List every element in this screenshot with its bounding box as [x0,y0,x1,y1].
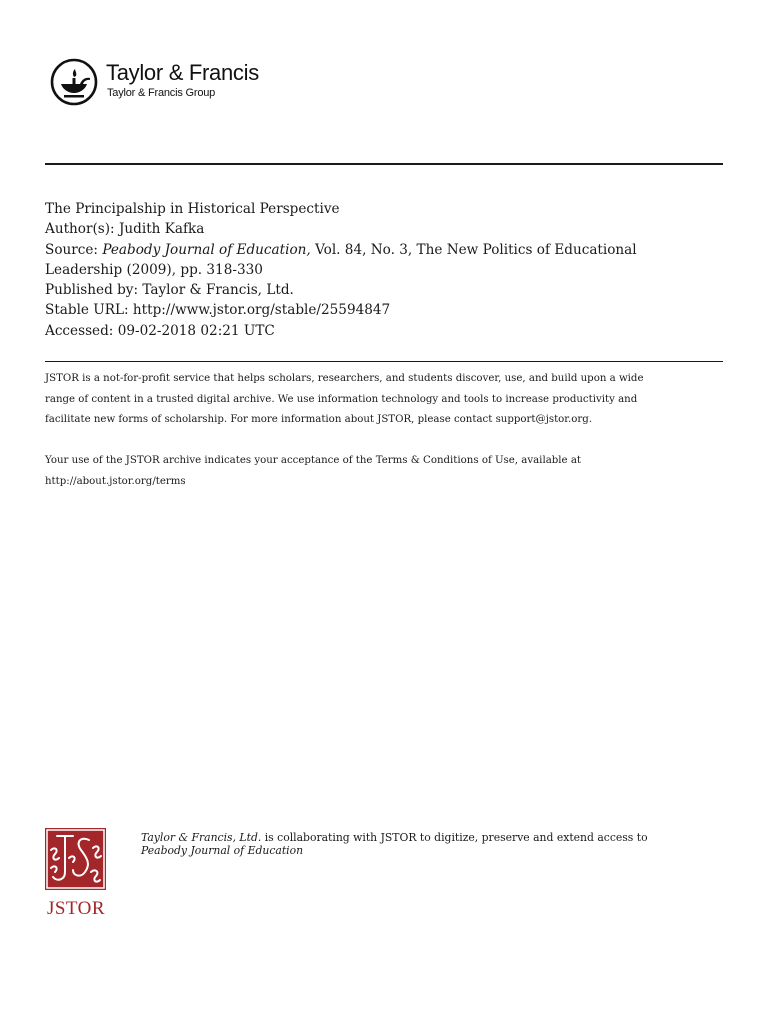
accessed-line [45,321,725,341]
accessed-value: 09-02-2018 02:21 UTC [117,322,275,339]
citation-block [45,199,725,341]
authors-value: Judith Kafka [118,221,205,238]
url-label: Stable URL: [45,302,129,319]
terms-paragraph [45,451,735,492]
publisher-group: Taylor & Francis Group [107,87,216,99]
top-divider [45,163,723,165]
jstor-logo [45,828,107,920]
source-line-2: Leadership (2009), pp. 318-330 [45,261,263,278]
article-title: The Principalship in Historical Perspective [45,201,340,217]
published-label: Published by: [45,282,139,299]
collab-journal: Peabody Journal of Education [141,843,304,857]
collab-partner: Taylor & Francis, Ltd. [141,831,262,844]
url-line [45,300,725,320]
publisher-value: Taylor & Francis, Ltd. [142,282,294,299]
collab-text: is collaborating with JSTOR to digitize, preserve and extend access to [261,831,648,844]
collaboration-note [141,832,741,857]
jstor-emblem-icon [45,828,106,890]
terms-link[interactable]: http://about.jstor.org/terms [45,475,186,487]
accessed-label: Accessed: [45,322,114,339]
stable-url-link[interactable]: http://www.jstor.org/stable/25594847 [132,302,391,319]
journal-name: Peabody Journal of Education, [102,241,311,258]
jstor-wordmark: JSTOR [46,898,106,919]
jstor-info-paragraph [45,369,735,431]
middle-divider [45,361,723,362]
source-details: Vol. 84, No. 3, The New Politics of Educational [315,241,637,258]
collab-line [141,832,741,845]
publisher-name: Taylor & Francis [106,60,259,85]
published-line [45,280,725,300]
authors-label: Author(s): [45,221,115,238]
info-line: range of content in a trusted digital archive. We use information technology and tools to increase productivity and [45,393,638,405]
source-line [45,240,725,260]
terms-line: Your use of the JSTOR archive indicates your acceptance of the Terms & Conditions of Use, available at [45,455,581,466]
lamp-icon [50,57,100,107]
authors-line [45,219,725,239]
info-line: facilitate new forms of scholarship. For more information about JSTOR, please contact support@jstor.org. [45,414,593,425]
info-line: JSTOR is a not-for-profit service that helps scholars, researchers, and students discover, use, and build upon a wide [45,373,644,384]
taylor-francis-logo [50,57,290,107]
source-label: Source: [45,241,98,258]
